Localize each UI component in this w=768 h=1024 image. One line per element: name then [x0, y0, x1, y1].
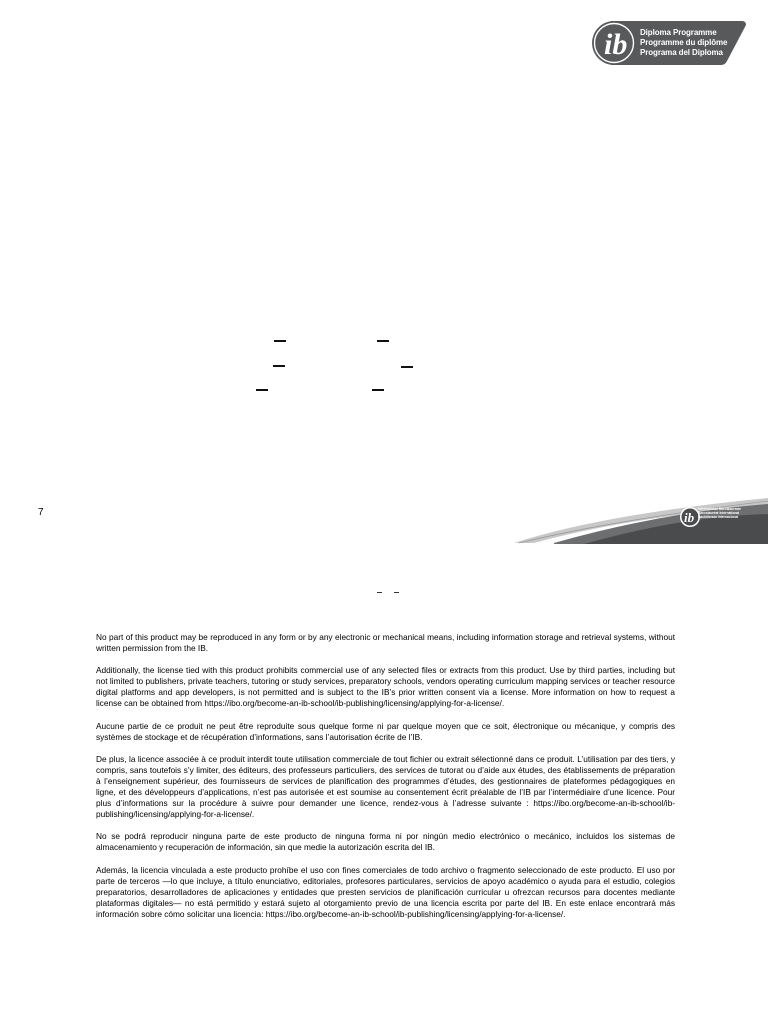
- dash-mark: [377, 340, 389, 342]
- legal-paragraph-fr-1: Aucune partie de ce produit ne peut être reproduite sous quelque forme ni par quelque moyen que ce soit, électronique ou mécanique, y compris des systèmes de stockage et de récupération d’informations, sans l’autorisation écrite de l’IB.: [96, 720, 675, 742]
- svg-text:ib: ib: [604, 28, 628, 61]
- legal-paragraph-fr-2: De plus, la licence associée à ce produit interdit toute utilisation commerciale de tout fichier ou extrait sélectionné dans ce produit. L’utilisation par des tiers, y compris, sans toutefois s’y limiter, des éditeurs, des professeurs particuliers, des services de tutorat ou d’aide aux études, des établissements de préparation à l’enseignement supérieur, des fournisseurs de services de planification des programmes d’études, des gestionnaires de plateformes pédagogiques en ligne, et des développeurs d’applications, n’est pas autorisée et est soumise au consentement écrit préalable de l’IB par l’intermédiaire d’une licence. Pour plus d’informations sur la procédure à suivre pour demander une licence, rendez-vous à l’adresse suivante : https://ibo.org/become-an-ib-school/ib-publishing/licensing/applying-for-a-license/.: [96, 753, 675, 820]
- svg-text:ib: ib: [684, 510, 695, 525]
- dash-mark: [372, 389, 384, 391]
- dash-mark: [274, 340, 286, 342]
- small-dash-mark: [377, 592, 382, 593]
- logo-line-en: Diploma Programme: [640, 28, 717, 37]
- small-dash-mark: [394, 592, 399, 593]
- ib-logo-text: [640, 28, 727, 58]
- page-number: 7: [38, 507, 44, 518]
- footer-logo-line-fr: Baccalauréat International: [698, 511, 740, 515]
- dash-mark: [273, 365, 285, 367]
- legal-paragraph-es-2: Además, la licencia vinculada a este producto prohíbe el uso con fines comerciales de todo archivo o fragmento seleccionado de este producto. El uso por parte de terceros —lo que incluye, a título enunciativo, editoriales, profesores particulares, servicios de apoyo académico o ayuda para el estudio, colegios preparatorios, desarrolladores de aplicaciones y entidades que presten servicios de planificación curricular u ofrezcan recursos para docentes mediante plataformas digitales— no está permitido y estará sujeto al otorgamiento previo de una licencia escrita por parte del IB. En este enlace encontrará más información sobre cómo solicitar una licencia: https://ibo.org/become-an-ib-school/ib-publishing/licensing/applying-for-a-license/.: [96, 864, 675, 919]
- footer-logo-line-en: International Baccalaureate: [698, 507, 742, 511]
- ib-logo: [591, 20, 747, 66]
- logo-line-fr: Programme du diplôme: [640, 38, 728, 47]
- logo-line-es: Programa del Diploma: [640, 48, 723, 57]
- legal-paragraph-es-1: No se podrá reproducir ninguna parte de este producto de ninguna forma ni por ningún medio electrónico o mecánico, incluidos los sistemas de almacenamiento y recuperación de información, sin que medie la autorización escrita del IB.: [96, 831, 675, 853]
- legal-paragraph-en-2: Additionally, the license tied with this product prohibits commercial use of any selected files or extracts from this product. Use by third parties, including but not limited to publishers, private teachers, tutoring or study services, preparatory schools, vendors operating curriculum mapping services or teacher resource digital platforms and app developers, is not permitted and is subject to the IB’s prior written consent via a license. More information on how to request a license can be obtained from https://ibo.org/become-an-ib-school/ib-publishing/licensing/applying-for-a-license/.: [96, 665, 675, 709]
- dash-mark: [401, 366, 413, 368]
- dash-mark: [256, 389, 268, 391]
- legal-paragraph-en-1: No part of this product may be reproduced in any form or by any electronic or mechanical means, including information storage and retrieval systems, without written permission from the IB.: [96, 632, 675, 654]
- copyright-notice: [96, 632, 675, 931]
- footer-swoosh-graphic: [514, 494, 768, 544]
- footer-logo-line-es: Bachillerato Internacional: [698, 515, 739, 519]
- footer-logo-text: [698, 507, 741, 519]
